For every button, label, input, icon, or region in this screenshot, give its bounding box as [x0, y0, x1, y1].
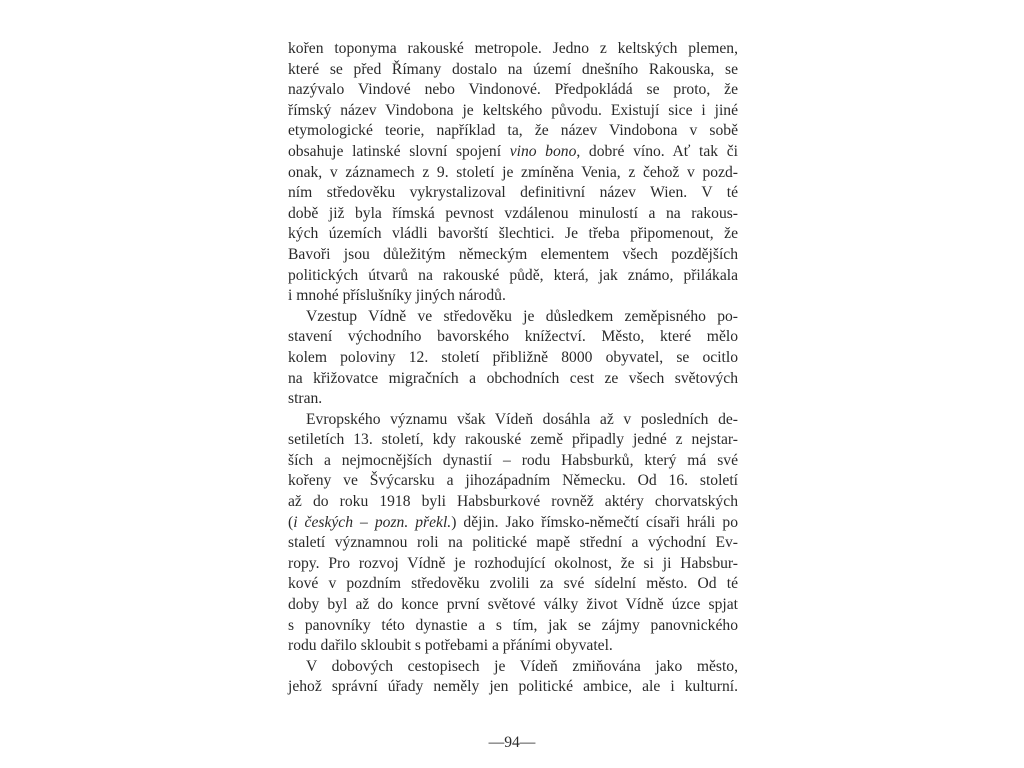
text-line: stran.: [288, 390, 323, 408]
text-line: i mnohé příslušníky jiných národů.: [288, 287, 506, 305]
text-line: rodu dařilo skloubit s potřebami a přáními obyvatel.: [288, 637, 613, 655]
text-segment: (: [288, 513, 294, 531]
text-line: s panovníky této dynastie a s tím, jak se zájmy panovnického: [288, 616, 738, 634]
text-line: kých územích vládli bavorští šlechtici. Je třeba připomenout, že: [288, 225, 738, 243]
page-number: —94—: [488, 734, 536, 751]
text-line: kořen toponyma rakouské metropole. Jedno z keltských plemen,: [288, 40, 738, 57]
text-line: doby byl až do konce první světové války život Vídně úzce spjat: [288, 596, 738, 614]
text-line: římský název Vindobona je keltského původu. Existují sice i jiné: [288, 101, 738, 119]
text-line: jehož správní úřady neměly jen politické ambice, ale i kulturní.: [288, 678, 738, 696]
text-line: které se před Římany dostalo na území dnešního Rakouska, se: [288, 60, 738, 78]
text-segment: ) dějin. Jako římsko-němečtí císaři hráli po: [451, 513, 738, 531]
text-line: až do roku 1918 byli Habsburkové rovněž aktéry chorvatských: [288, 493, 738, 511]
text-line: nazývalo Vindové nebo Vindonové. Předpokládá se proto, že: [288, 81, 738, 99]
text-line: etymologické teorie, například ta, že název Vindobona v sobě: [288, 122, 738, 140]
text-segment: , dobré víno. Ať tak či: [576, 142, 738, 160]
text-line: ších a nejmocnějších dynastií – rodu Habsburků, který má své: [288, 451, 738, 469]
italic-phrase: i českých – pozn. překl.: [293, 513, 452, 531]
text-line: staletí významnou roli na politické mapě střední a východní Ev-: [288, 534, 738, 552]
text-line: kolem poloviny 12. století přibližně 8000 obyvatel, se ocitlo: [288, 348, 738, 366]
text-line: kové v pozdním středověku zvolili za své sídelní město. Od té: [288, 575, 738, 593]
italic-phrase: vino bono: [509, 142, 577, 160]
body-text: [288, 39, 738, 698]
text-line: Bavoři jsou důležitým německým elementem všech pozdějších: [288, 245, 738, 263]
text-line: V dobových cestopisech je Vídeň zmiňována jako město,: [306, 657, 738, 675]
text-line: setiletích 13. století, kdy rakouské země připadly jedné z nejstar-: [288, 431, 738, 449]
text-line: Evropského významu však Vídeň dosáhla až v posledních de-: [306, 410, 738, 428]
text-line: ropy. Pro rozvoj Vídně je rozhodující okolnost, že si ji Habsbur-: [288, 554, 738, 572]
text-line: stavení východního bavorského knížectví. Město, které mělo: [288, 328, 738, 346]
text-segment: obsahuje latinské slovní spojení: [288, 142, 510, 160]
text-line: Vzestup Vídně ve středověku je důsledkem zeměpisného po-: [306, 307, 738, 325]
text-line: [288, 513, 738, 534]
text-line: na křižovatce migračních a obchodních cest ze všech světových: [288, 369, 738, 387]
text-line: ním středověku vykrystalizoval definitivní název Wien. V té: [288, 184, 738, 202]
text-line: [288, 142, 738, 163]
text-line: kořeny ve Švýcarsku a jihozápadním Německu. Od 16. století: [288, 472, 738, 490]
text-line: politických útvarů na rakouské půdě, která, jak známo, přilákala: [288, 266, 738, 284]
text-line: onak, v záznamech z 9. století je zmíněna Venia, z čehož v pozd-: [288, 163, 738, 181]
text-line: době již byla římská pevnost vzdálenou minulostí a na rakous-: [288, 204, 738, 222]
